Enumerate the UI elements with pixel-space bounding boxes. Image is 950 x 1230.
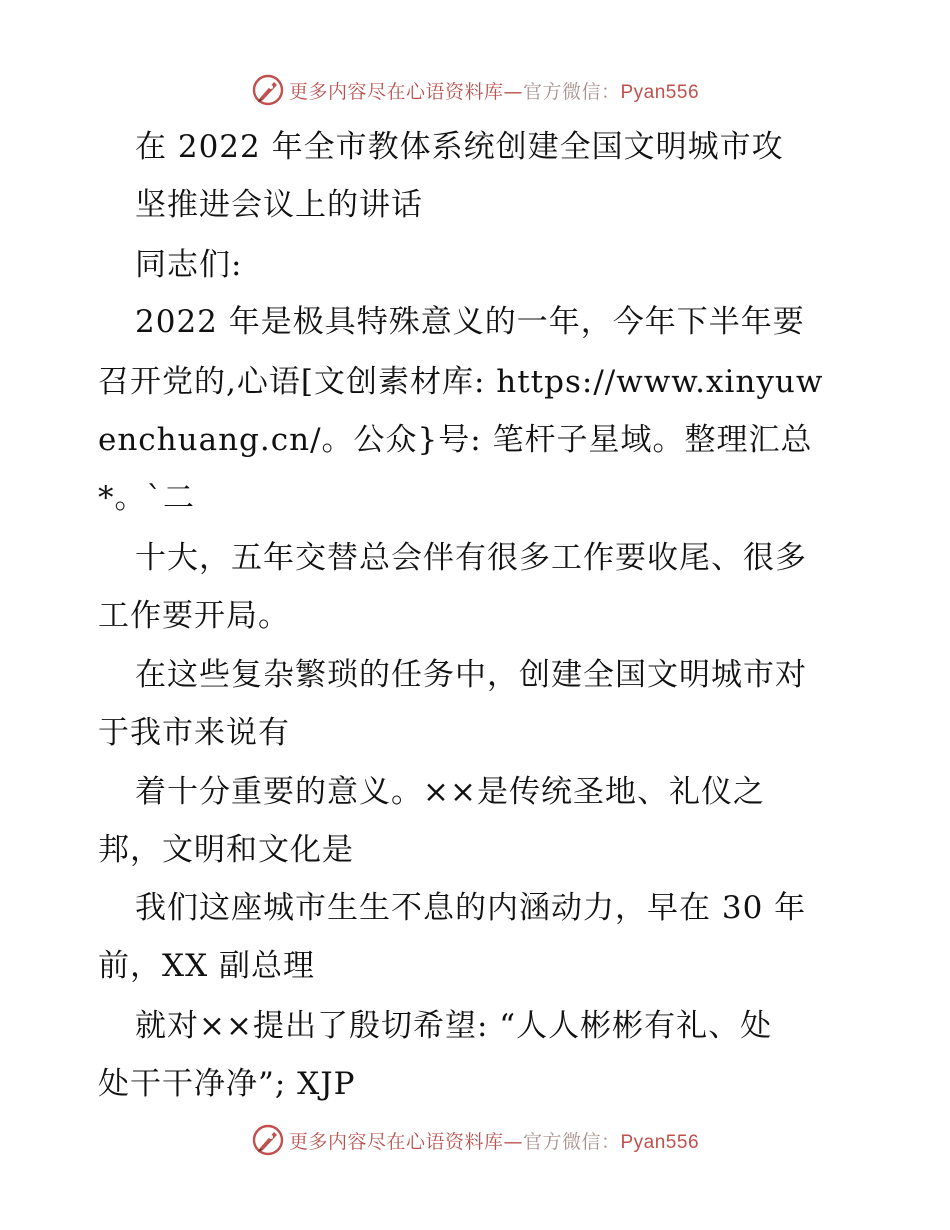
paragraph-line: *。`二 [98, 480, 195, 516]
footer-wechat-id: Pyan556 [620, 1131, 700, 1153]
paragraph-line: 着十分重要的意义。××是传统圣地、礼仪之 [135, 774, 765, 810]
header-watermark [0, 70, 950, 110]
paragraph-line: 召开党的,心语[文创素材库: https://www.xinyuw [98, 364, 824, 400]
footer-site-text: 更多内容尽在心语资料库 [288, 1130, 504, 1153]
title-line-1: 在 2022 年全市教体系统创建全国文明城市攻 [135, 129, 784, 165]
paragraph-line: 十大，五年交替总会伴有很多工作要收尾、很多 [135, 540, 807, 576]
footer-text [289, 1127, 699, 1154]
paragraph-line: 我们这座城市生生不息的内涵动力，早在 30 年 [135, 890, 807, 926]
paragraph-line: 邦，文明和文化是 [98, 832, 354, 868]
paragraph-line: 处干干净净”; XJP [98, 1066, 356, 1102]
paragraph-line: 前，XX 副总理 [98, 948, 315, 984]
footer-watermark [0, 1120, 950, 1160]
footer-separator: — [503, 1130, 523, 1153]
header-text [289, 77, 699, 104]
paragraph-line: 2022 年是极具特殊意义的一年，今年下半年要 [135, 304, 805, 340]
quill-logo-icon [251, 1123, 285, 1157]
header-site-text: 更多内容尽在心语资料库 [288, 80, 504, 103]
footer-wechat-label: 官方微信： [522, 1130, 621, 1153]
header-wechat-label: 官方微信： [522, 80, 621, 103]
paragraph-line: 就对××提出了殷切希望: “人人彬彬有礼、处 [135, 1008, 773, 1044]
header-wechat-id: Pyan556 [620, 81, 700, 103]
paragraph-line: 在这些复杂繁琐的任务中，创建全国文明城市对 [135, 657, 807, 693]
paragraph-line: 工作要开局。 [98, 598, 290, 634]
paragraph-line: 于我市来说有 [98, 715, 290, 751]
title-line-2: 坚推进会议上的讲话 [135, 187, 423, 223]
header-separator: — [503, 80, 523, 103]
quill-logo-icon [251, 73, 285, 107]
paragraph-line: enchuang.cn/。公众}号: 笔杆子星域。整理汇总 [98, 422, 813, 458]
salutation: 同志们: [135, 247, 243, 283]
